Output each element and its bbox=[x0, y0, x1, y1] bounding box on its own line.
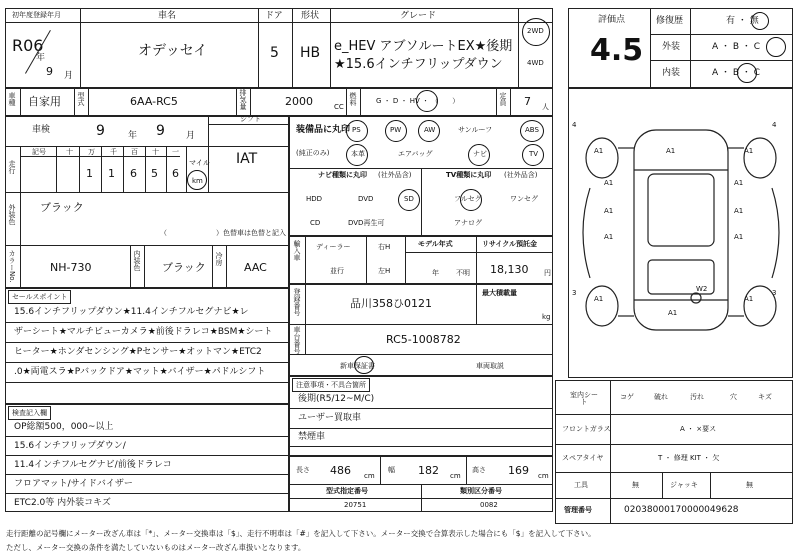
diagram-corner-tr: 4 bbox=[772, 121, 777, 129]
model-label: 型式 bbox=[77, 92, 85, 106]
interior-color-value: ブラック bbox=[162, 261, 206, 274]
nav-sub: (社外品含) bbox=[378, 171, 412, 179]
equip-aw: AW bbox=[424, 126, 436, 134]
shift-label: シフト bbox=[240, 115, 261, 123]
tools-value: 無 bbox=[632, 481, 639, 489]
footer-line-1: 走行距離の記号欄にメーター改ざん車は「*」、メーター交換車は「$」、走行不明車は「#」を記入して下さい。メーター交換で合算表示した場合にも「$」を記入して下さい。 bbox=[6, 529, 596, 538]
new-warranty: 新車保証書 bbox=[340, 362, 375, 370]
exterior-options: A ・ B ・ C bbox=[712, 42, 761, 52]
inspector-line-4: フロアマット/サイドバイザー bbox=[14, 479, 133, 489]
manual: 車両取説 bbox=[476, 362, 504, 370]
door-label: ドア bbox=[265, 11, 283, 21]
drive-2wd: 2WD bbox=[527, 27, 544, 35]
inspection-year-unit: 年 bbox=[128, 131, 138, 141]
mileage-header-0: 記号 bbox=[32, 148, 46, 156]
fuel-options: G ・ D ・ HV ・ （ ） bbox=[376, 97, 460, 105]
selling-points-label: セールスポイント bbox=[8, 290, 71, 304]
type-approval-value: 20751 bbox=[344, 501, 367, 509]
tools-label: 工具 bbox=[574, 481, 588, 489]
tv-sub: (社外品含) bbox=[504, 171, 538, 179]
equip-leather: 本革 bbox=[351, 150, 365, 158]
mileage-header-6: 一 bbox=[172, 148, 179, 156]
import-dealer: ディーラー bbox=[316, 243, 351, 251]
notes-line-2: ユーザー買取車 bbox=[298, 413, 362, 423]
inspection-month-unit: 月 bbox=[186, 131, 196, 141]
tv-label: TV種類に丸印 bbox=[446, 171, 492, 179]
footer-line-2: ただし、メーター交換の条件を満たしていないものはメーター改ざん車扱いとなります。 bbox=[6, 543, 306, 552]
month-unit: 月 bbox=[64, 71, 74, 81]
seat-opt-3: 汚れ bbox=[690, 393, 704, 401]
color-value: ブラック bbox=[40, 201, 84, 214]
seat-label: 室内シート bbox=[570, 391, 598, 406]
inspector-line-2: 15.6インチフリップダウン/ bbox=[14, 441, 126, 451]
recycle-value: 18,130 bbox=[490, 263, 529, 276]
colorno-label: カラーNo. bbox=[8, 250, 16, 283]
diagram-mark-2: A1 bbox=[594, 147, 604, 155]
km-label: km bbox=[192, 177, 203, 185]
nav-dvdplay: DVD再生可 bbox=[348, 219, 385, 227]
diagram-mark-6: A1 bbox=[604, 207, 614, 215]
glass-label: フロントガラス bbox=[562, 425, 611, 433]
inspector-line-3: 11.4インチフルセグナビ/前後ドラレコ bbox=[14, 460, 172, 470]
diagram-mark-9: A1 bbox=[734, 233, 744, 241]
capacity-value: 7 bbox=[524, 95, 531, 108]
equipment-label: 装備品に丸印 bbox=[296, 125, 351, 135]
score-label: 評価点 bbox=[598, 15, 626, 25]
cc-unit: CC bbox=[334, 103, 344, 111]
usage-label: 車種 bbox=[8, 92, 16, 106]
chassis-label: 車台番号 bbox=[293, 326, 301, 354]
mileage-header-1: 十 bbox=[66, 148, 73, 156]
color-label: 外装色 bbox=[8, 204, 16, 225]
drive-4wd: 4WD bbox=[527, 59, 544, 67]
seat-opt-5: キズ bbox=[758, 393, 772, 401]
seat-opt-2: 破れ bbox=[654, 393, 668, 401]
max-load-label: 最大積載量 bbox=[482, 289, 517, 297]
mileage-digit-3: 6 bbox=[130, 167, 137, 180]
length-unit: cm bbox=[364, 472, 375, 480]
equip-navi: ナビ bbox=[473, 150, 487, 158]
mgmt-value: 02038000170000049628 bbox=[624, 505, 739, 515]
registration-value: 品川358ひ0121 bbox=[350, 297, 432, 310]
exterior-label: 外装 bbox=[662, 42, 681, 52]
equip-airbag: エアバッグ bbox=[398, 150, 433, 158]
import-left-h: 左H bbox=[378, 267, 391, 275]
inspection-year: 9 bbox=[96, 123, 105, 139]
name-label: 車名 bbox=[158, 11, 177, 21]
grade-line2: ★15.6インチフリップダウン bbox=[334, 57, 503, 72]
repair-options: 有 ・ 無 bbox=[726, 16, 759, 26]
tv-fullseg: フルセグ bbox=[454, 195, 482, 203]
usage-value: 自家用 bbox=[28, 95, 61, 108]
nav-dvd: DVD bbox=[358, 195, 374, 203]
diagram-mark-5: A1 bbox=[734, 179, 744, 187]
interior-label: 内装 bbox=[662, 68, 681, 78]
nav-label: ナビ種類に丸印 bbox=[318, 171, 367, 179]
length-label: 長さ bbox=[296, 466, 310, 474]
height-unit: cm bbox=[538, 472, 549, 480]
chassis-value: RC5-1008782 bbox=[386, 333, 461, 346]
fuel-label: 燃料 bbox=[349, 92, 357, 106]
inspector-line-1: OP総額500，000~以上 bbox=[14, 422, 114, 432]
mileage-digit-5: 6 bbox=[172, 167, 179, 180]
glass-options: A ・ ×要ス bbox=[680, 425, 717, 433]
colorno-value: NH-730 bbox=[50, 261, 92, 274]
equip-ps: PS bbox=[352, 126, 361, 134]
diagram-corner-bl: 3 bbox=[572, 289, 577, 297]
length-value: 486 bbox=[330, 464, 351, 477]
mgmt-label: 管理番号 bbox=[564, 506, 592, 514]
type-approval-label: 型式指定番号 bbox=[326, 487, 368, 495]
mileage-label: 走行 bbox=[8, 160, 16, 174]
equip-pw: PW bbox=[390, 126, 402, 134]
selling-line-1: 15.6インチフリップダウン★11.4インチフルセグナビ★レ bbox=[14, 307, 249, 317]
equip-abs: ABS bbox=[525, 126, 539, 134]
diagram-mark-12: A1 bbox=[668, 309, 678, 317]
ac-value: AAC bbox=[244, 261, 267, 274]
model-year-value: 不明 bbox=[456, 269, 470, 277]
inspection-label: 車検 bbox=[32, 125, 51, 135]
capacity-unit: 人 bbox=[542, 103, 549, 111]
model-year-label: モデル年式 bbox=[418, 240, 453, 248]
mile-label: マイル bbox=[189, 159, 210, 167]
grade-line1: e_HEV アブソルートEX★後期 bbox=[334, 39, 513, 54]
diagram-mark-8: A1 bbox=[604, 233, 614, 241]
import-label: 輸入車 bbox=[293, 240, 301, 261]
model-year-unit: 年 bbox=[432, 269, 439, 277]
ac-label: 冷房 bbox=[215, 252, 223, 266]
registration-month: 9 bbox=[46, 65, 53, 78]
displacement-value: 2000 bbox=[285, 95, 313, 108]
notes-label: 注意事項・不具合箇所 bbox=[292, 378, 370, 392]
spare-options: T ・ 修理 KIT ・ 欠 bbox=[658, 454, 720, 462]
tv-oneseg: ワンセグ bbox=[510, 195, 538, 203]
grade-label: グレード bbox=[400, 11, 437, 21]
mileage-digit-2: 1 bbox=[108, 167, 115, 180]
recycle-label: リサイクル預託金 bbox=[482, 240, 538, 248]
registration-label: 登録番号 bbox=[293, 288, 301, 316]
import-right-h: 右H bbox=[378, 243, 391, 251]
diagram-mark-7: A1 bbox=[734, 207, 744, 215]
equipment-sublabel: (純正のみ) bbox=[296, 149, 330, 157]
registration-year: R06 bbox=[12, 36, 44, 55]
score-value: 4.5 bbox=[590, 33, 644, 68]
car-outline-diagram bbox=[568, 88, 793, 378]
tv-analog: アナログ bbox=[454, 219, 482, 227]
max-load-unit: kg bbox=[542, 313, 551, 321]
year-label: 初年度登録年月 bbox=[12, 11, 61, 19]
doors-value: 5 bbox=[270, 45, 279, 61]
diagram-mark-3: A1 bbox=[744, 147, 754, 155]
notes-line-3: 禁煙車 bbox=[298, 432, 326, 442]
notes-line-1: 後期(R5/12~M/C) bbox=[298, 394, 375, 404]
width-unit: cm bbox=[450, 472, 461, 480]
model-value: 6AA-RC5 bbox=[130, 95, 178, 108]
shape-value: HB bbox=[300, 45, 321, 61]
mileage-header-5: 十 bbox=[152, 148, 159, 156]
width-value: 182 bbox=[418, 464, 439, 477]
jack-value: 無 bbox=[746, 481, 753, 489]
inspection-month: 9 bbox=[156, 123, 165, 139]
mileage-digit-1: 1 bbox=[86, 167, 93, 180]
diagram-corner-tl: 4 bbox=[572, 121, 577, 129]
seat-opt-4: 穴 bbox=[730, 393, 737, 401]
import-parallel: 並行 bbox=[330, 267, 344, 275]
shape-label: 形状 bbox=[301, 11, 320, 21]
category-label: 類別区分番号 bbox=[460, 487, 502, 495]
inspector-line-5: ETC2.0等 内外装コキズ bbox=[14, 498, 111, 508]
mileage-header-4: 百 bbox=[131, 148, 138, 156]
year-unit: 年 bbox=[36, 53, 46, 63]
capacity-label: 定員 bbox=[499, 92, 507, 106]
height-label: 高さ bbox=[472, 466, 486, 474]
mileage-header-2: 万 bbox=[88, 148, 95, 156]
interior-options: A ・ B ・ C bbox=[712, 68, 761, 78]
category-value: 0082 bbox=[480, 501, 498, 509]
diagram-mark-4: A1 bbox=[604, 179, 614, 187]
spare-label: スペアタイヤ bbox=[562, 454, 604, 462]
displacement-label: 排気量 bbox=[239, 89, 247, 110]
diagram-corner-br: 3 bbox=[772, 289, 777, 297]
recycle-unit: 円 bbox=[544, 269, 551, 277]
diagram-mark-11: A1 bbox=[744, 295, 754, 303]
repair-label: 修復歴 bbox=[656, 16, 684, 26]
seat-opt-1: コゲ bbox=[620, 393, 634, 401]
height-value: 169 bbox=[508, 464, 529, 477]
inspector-label: 検査記入欄 bbox=[8, 406, 51, 420]
mileage-digit-4: 5 bbox=[151, 167, 158, 180]
jack-label: ジャッキ bbox=[670, 481, 698, 489]
equip-tv: TV bbox=[529, 150, 539, 158]
selling-line-2: ザーシート★マルチビューカメラ★前後ドラレコ★BSM★シート bbox=[14, 327, 273, 337]
diagram-mark-w2: W2 bbox=[696, 285, 708, 293]
nav-cd: CD bbox=[310, 219, 321, 227]
nav-hdd: HDD bbox=[306, 195, 323, 203]
nav-sd: SD bbox=[404, 195, 414, 203]
equip-sunroof: サンルーフ bbox=[458, 126, 493, 134]
shift-value: IAT bbox=[236, 151, 258, 167]
selling-line-4: .0★両電スラ★Pバックドア★マット★バイザー★パドルシフト bbox=[14, 367, 266, 377]
selling-line-3: ヒーター★ホンダセンシング★Pセンサー★オットマン★ETC2 bbox=[14, 347, 262, 357]
color-note: （ ）色替車は色替と記入 bbox=[160, 229, 286, 237]
diagram-mark-1: A1 bbox=[666, 147, 676, 155]
interior-color-label: 内装色 bbox=[133, 250, 141, 271]
diagram-mark-10: A1 bbox=[594, 295, 604, 303]
car-name: オデッセイ bbox=[138, 43, 208, 59]
width-label: 幅 bbox=[388, 466, 395, 474]
mileage-header-3: 千 bbox=[110, 148, 117, 156]
